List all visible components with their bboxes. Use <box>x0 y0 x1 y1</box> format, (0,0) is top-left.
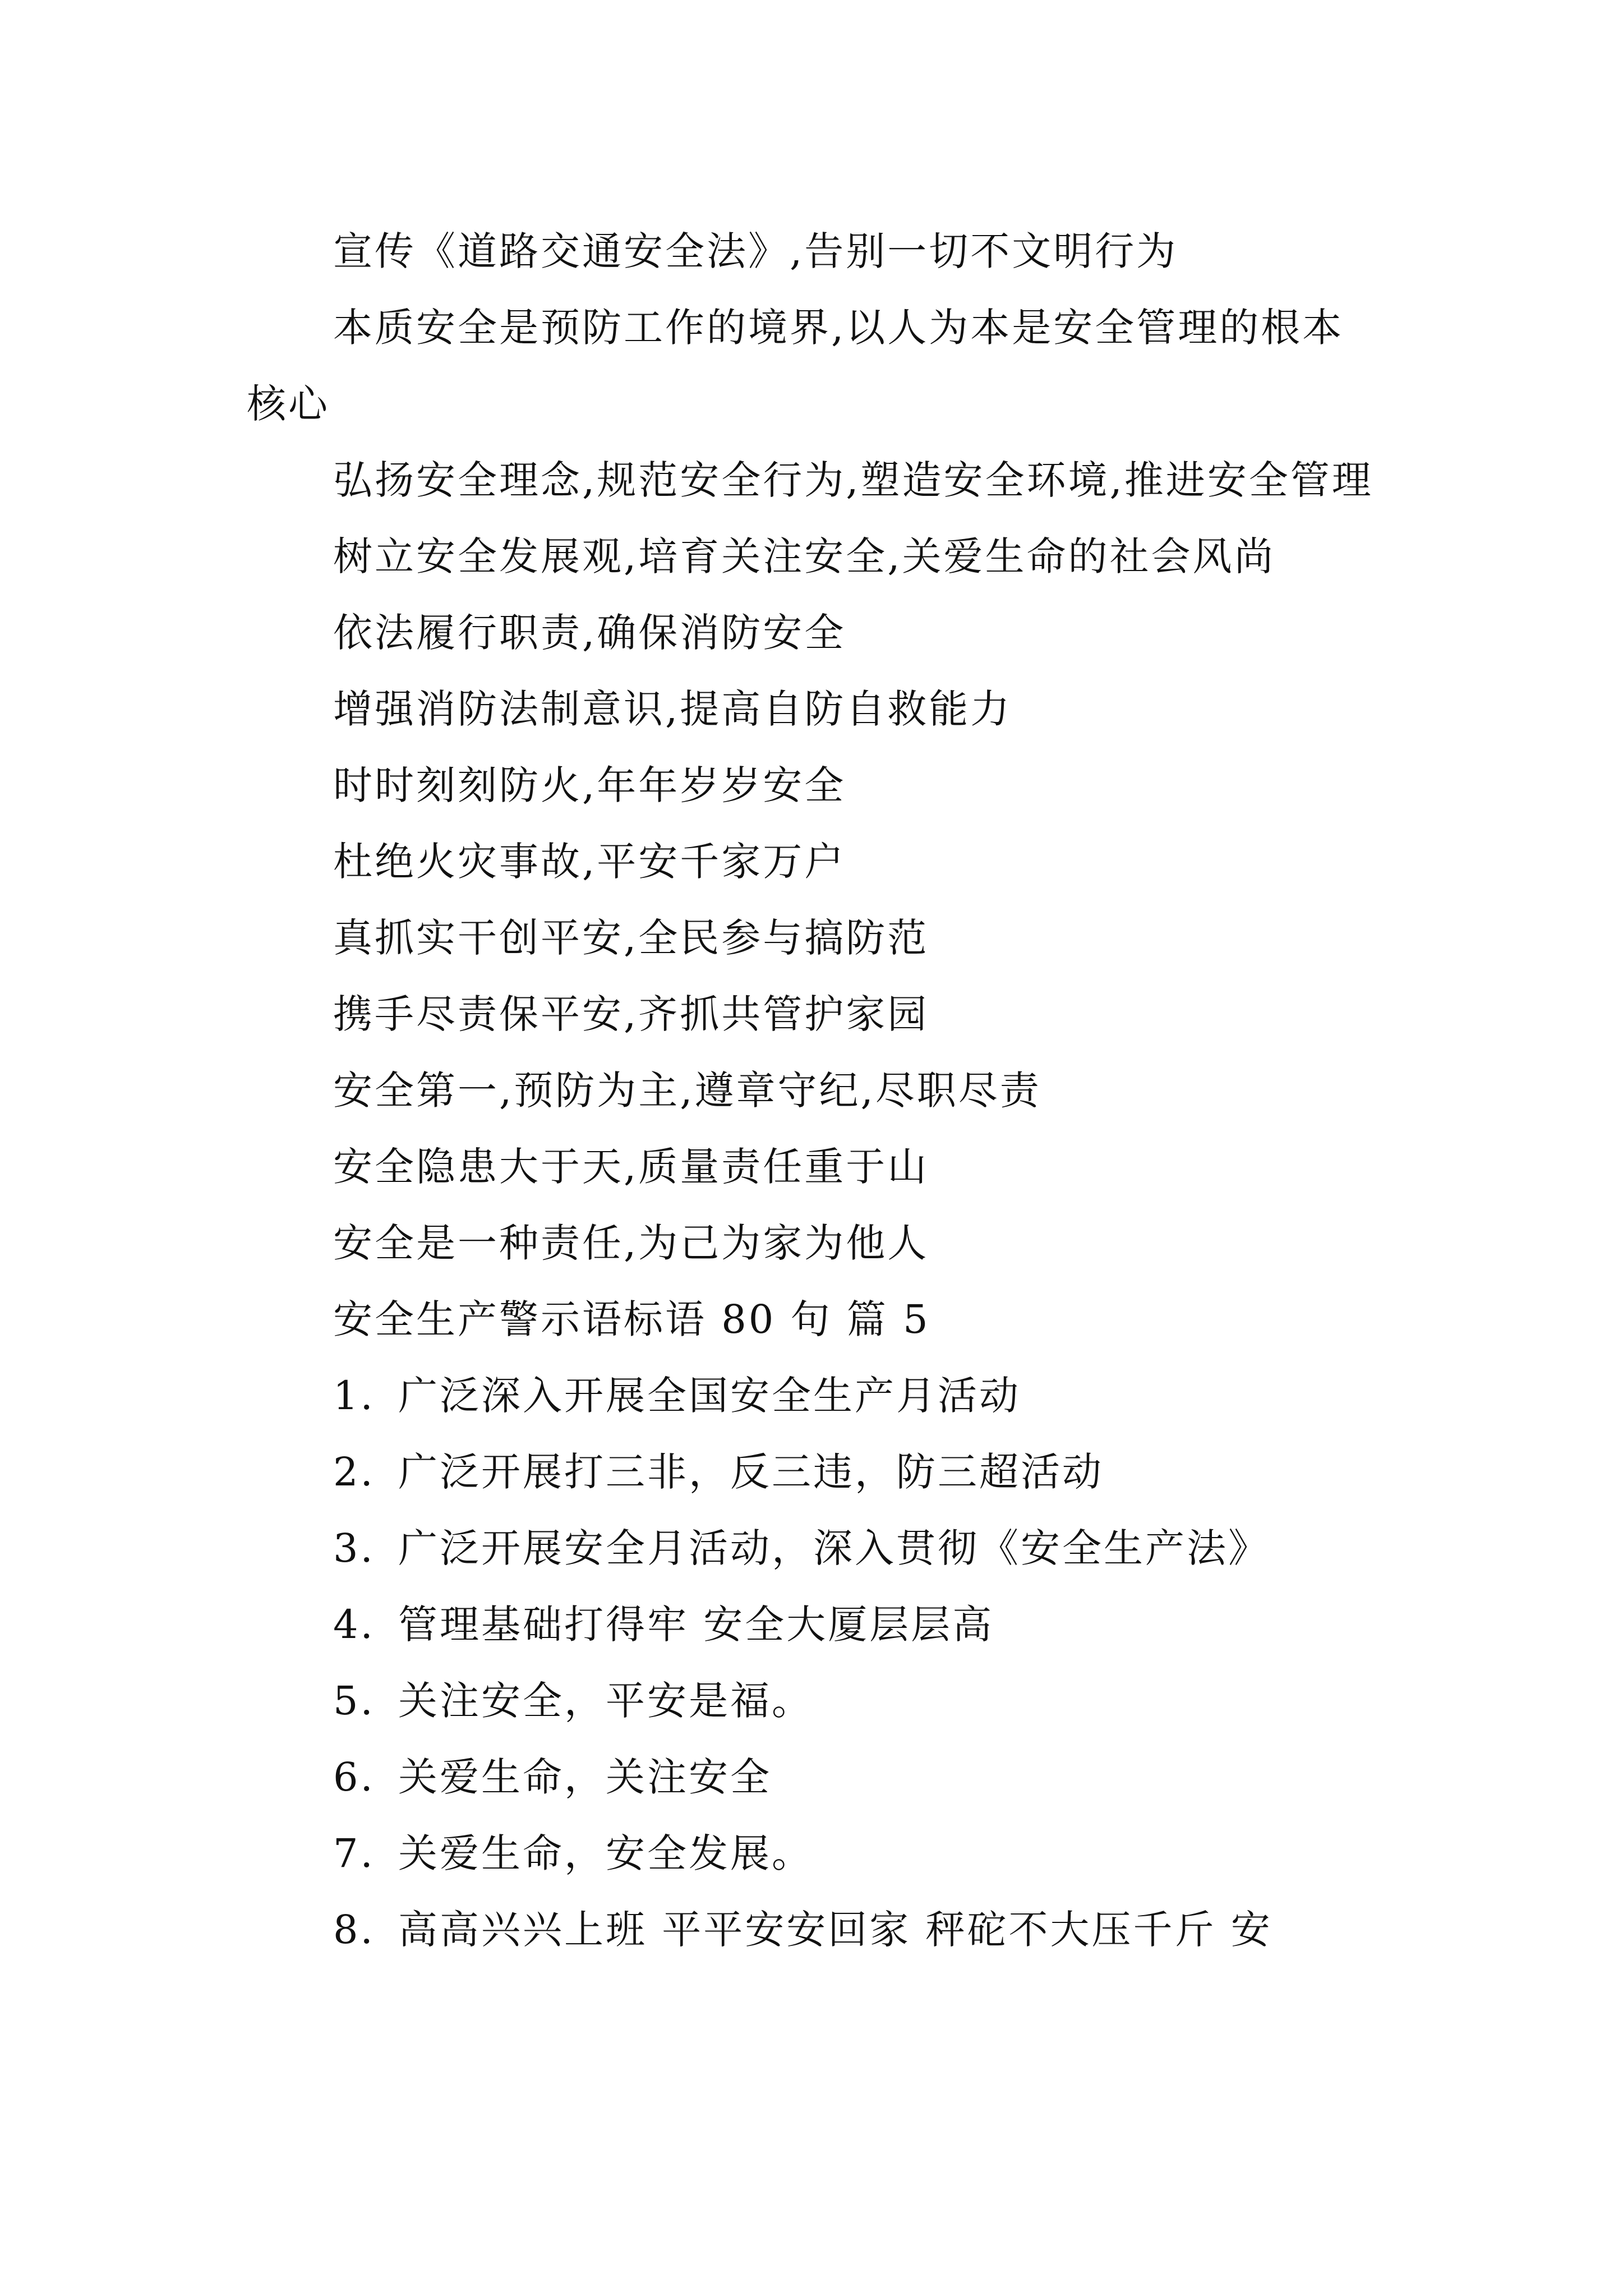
paragraph: 安全是一种责任,为己为家为他人 <box>333 1220 929 1266</box>
list-item-text: 广泛开展安全月活动，深入贯彻《安全生产法》 <box>398 1525 1270 1571</box>
list-item-number: 4. <box>333 1602 375 1648</box>
paragraph: 携手尽责保平安,齐抓共管护家园 <box>333 991 929 1037</box>
paragraph: 真抓实干创平安,全民参与搞防范 <box>333 915 929 961</box>
list-item-number: 8. <box>333 1907 375 1953</box>
document-body <box>247 213 1380 1968</box>
paragraph: 依法履行职责,确保消防安全 <box>333 610 846 656</box>
list-item-number: 2. <box>333 1449 375 1495</box>
paragraph: 安全第一,预防为主,遵章守纪,尽职尽责 <box>333 1068 1041 1114</box>
list-item-text: 广泛开展打三非，反三违，防三超活动 <box>398 1449 1104 1495</box>
paragraph: 增强消防法制意识,提高自防自救能力 <box>333 686 1012 732</box>
list-item-number: 3. <box>333 1525 375 1571</box>
paragraph: 弘扬安全理念,规范安全行为,塑造安全环境,推进安全管理 <box>333 457 1373 503</box>
list-item <box>247 1586 1380 1663</box>
list-item <box>247 1510 1380 1586</box>
list-item-text: 关爱生命，关注安全 <box>398 1754 772 1800</box>
list-item-text: 高高兴兴上班 平平安安回家 秤砣不大压千斤 安 <box>398 1907 1272 1953</box>
list-item <box>247 1434 1380 1510</box>
paragraph: 杜绝火灾事故,平安千家万户 <box>333 839 846 885</box>
list-item-number: 6. <box>333 1754 375 1800</box>
paragraph: 时时刻刻防火,年年岁岁安全 <box>333 762 846 808</box>
list-item-number: 5. <box>333 1678 375 1724</box>
list-item-number: 7. <box>333 1830 375 1876</box>
list-item-text: 广泛深入开展全国安全生产月活动 <box>398 1373 1021 1419</box>
list-item <box>247 1892 1380 1968</box>
paragraph: 树立安全发展观,培育关注安全,关爱生命的社会风尚 <box>333 533 1276 579</box>
list-item-text: 管理基础打得牢 安全大厦层层高 <box>398 1602 994 1648</box>
list-item <box>247 1815 1380 1892</box>
paragraph: 宣传《道路交通安全法》,告别一切不文明行为 <box>333 228 1178 274</box>
list-item <box>247 1663 1380 1739</box>
list-item <box>247 1358 1380 1434</box>
paragraph: 本质安全是预防工作的境界,以人为本是安全管理的根本核心 <box>247 305 1344 427</box>
section-heading: 安全生产警示语标语 80 句 篇 5 <box>333 1296 930 1342</box>
list-item <box>247 1739 1380 1815</box>
list-item-number: 1. <box>333 1373 375 1419</box>
list-item-text: 关爱生命，安全发展。 <box>398 1830 813 1876</box>
list-item-text: 关注安全，平安是福。 <box>398 1678 813 1724</box>
paragraph: 安全隐患大于天,质量责任重于山 <box>333 1144 929 1190</box>
